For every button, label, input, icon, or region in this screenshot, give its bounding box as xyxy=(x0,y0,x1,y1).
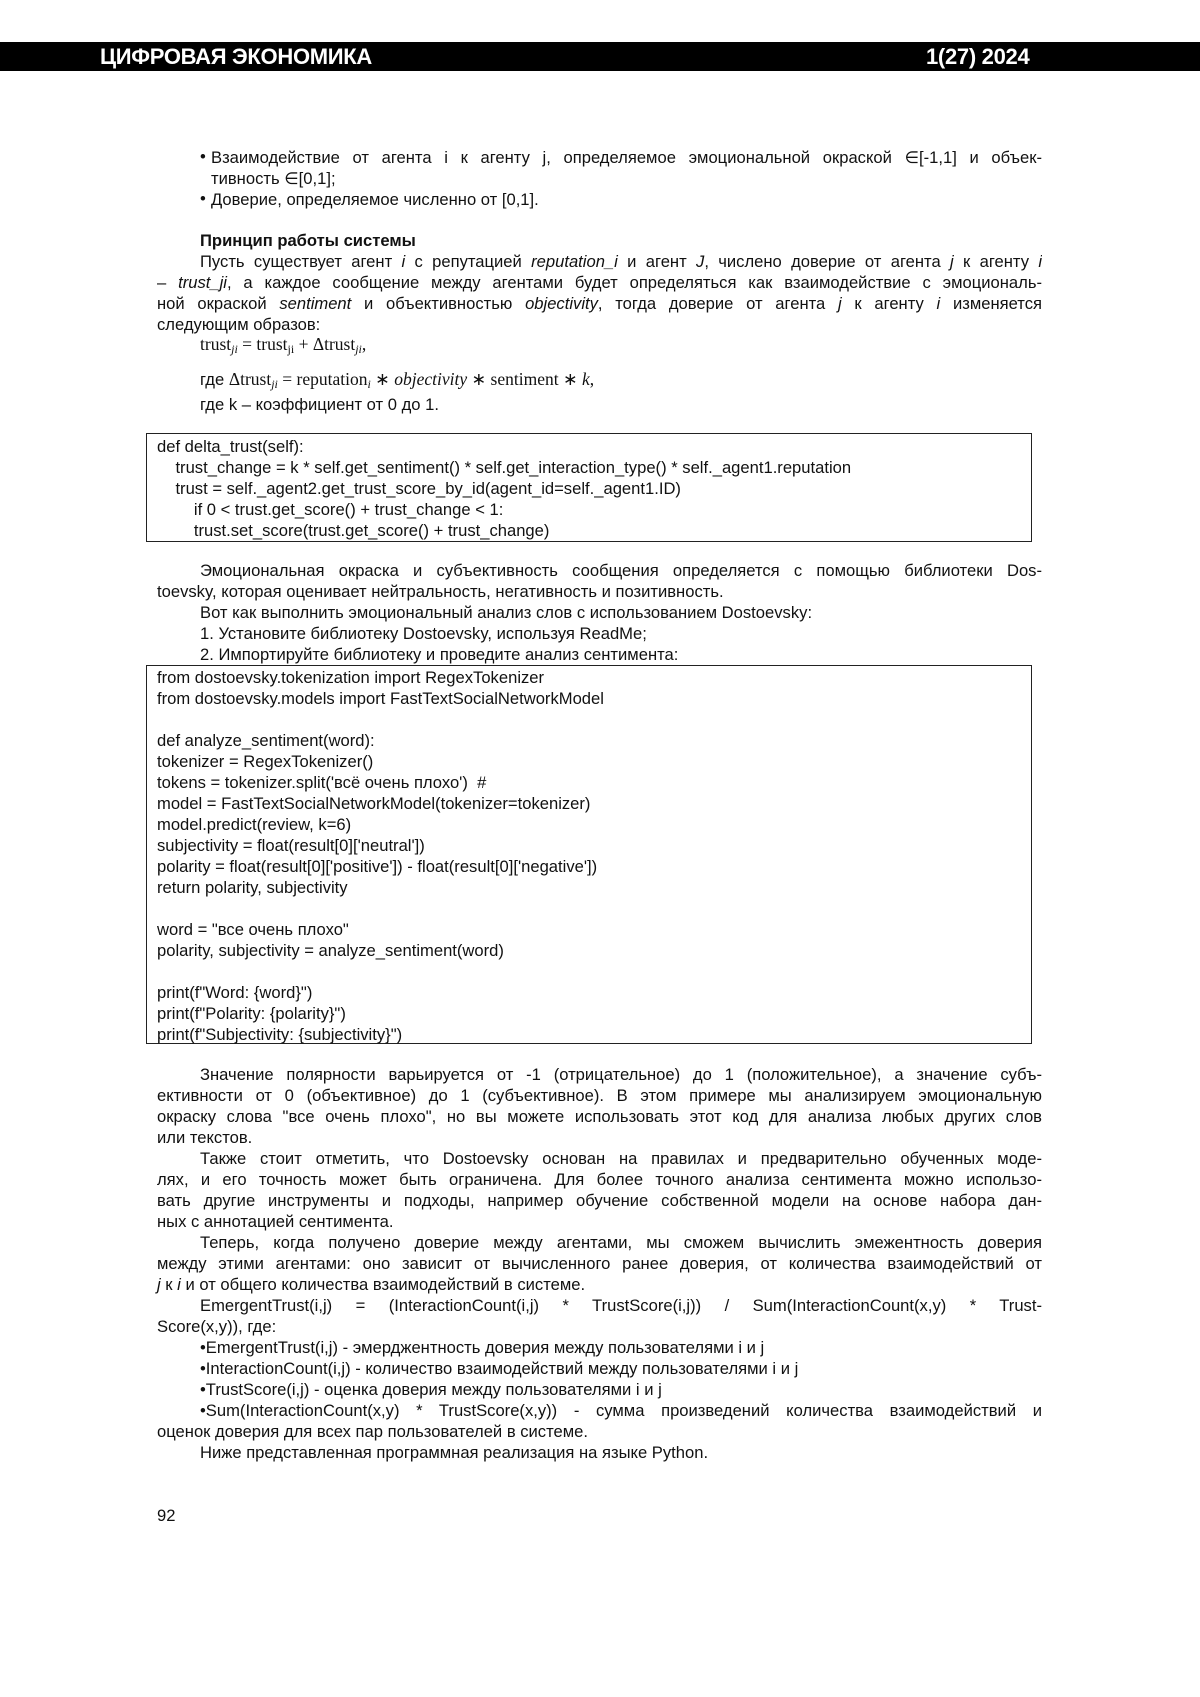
text-segment: Score(x,y)), где: xyxy=(157,1317,276,1336)
formula-sub: i xyxy=(367,377,370,391)
paragraph-block xyxy=(157,560,1042,665)
text-line xyxy=(157,1190,1042,1211)
formula-op: = xyxy=(278,369,297,389)
text-segment: оценок доверия для всех пар пользователей в системе. xyxy=(157,1422,588,1441)
paragraph xyxy=(157,394,1042,415)
text-line xyxy=(157,623,1042,644)
list-item xyxy=(157,147,1042,189)
italic-term: objectivity xyxy=(525,294,598,313)
text-line xyxy=(157,1211,1042,1232)
paragraph xyxy=(157,602,1042,623)
italic-term: j xyxy=(950,252,954,271)
code-line: subjectivity = float(result[0]['neutral']) xyxy=(147,835,1031,856)
text-segment: и от общего количества взаимодействий в системе. xyxy=(181,1275,585,1294)
italic-term: reputation_i xyxy=(531,252,618,271)
text-line: Доверие, определяемое численно от [0,1]. xyxy=(211,189,1042,210)
text-segment: Ниже представленная программная реализация на языке Python. xyxy=(200,1443,708,1462)
paragraph xyxy=(157,1442,1042,1463)
text-segment: , числено доверие от агента xyxy=(704,252,950,271)
formula-term: objectivity xyxy=(394,369,467,389)
formula-op: ∗ xyxy=(559,369,582,389)
paragraph xyxy=(157,644,1042,665)
paragraph xyxy=(157,1337,1042,1358)
text-segment: изменяется xyxy=(940,294,1042,313)
paragraph xyxy=(157,560,1042,602)
paragraph xyxy=(157,1064,1042,1148)
text-segment: Теперь, когда получено доверие между агентами, мы сможем вычислить эмежентность доверия xyxy=(200,1233,1042,1252)
text-segment: •EmergentTrust(i,j) - эмерджентность доверия между пользователями i и j xyxy=(200,1338,764,1357)
text-line xyxy=(157,1442,1042,1463)
text-segment: и агент xyxy=(618,252,696,271)
bullet-icon: • xyxy=(200,189,206,209)
text-segment: •TrustScore(i,j) - оценка доверия между пользователями i и j xyxy=(200,1380,662,1399)
text-segment: к агенту xyxy=(954,252,1039,271)
text-line xyxy=(157,1400,1042,1421)
italic-term: sentiment xyxy=(279,294,351,313)
code-line xyxy=(147,961,1031,982)
formula-op: = xyxy=(238,334,257,354)
italic-term: j xyxy=(157,1275,161,1294)
formula-term: trust xyxy=(200,334,231,354)
text-segment: между этими агентами: оно зависит от вычисленного ранее доверия, от количества взаимодействий от xyxy=(157,1254,1042,1273)
text-segment: 1. Установите библиотеку Dostoevsky, используя ReadMe; xyxy=(200,624,647,643)
formula-term: Δtrust xyxy=(313,334,355,354)
text-segment: следующим образов: xyxy=(157,315,320,334)
italic-term: J xyxy=(696,252,704,271)
section-heading: Принцип работы системы xyxy=(157,230,1085,251)
code-line: print(f"Word: {word}") xyxy=(147,982,1031,1003)
journal-header-bar xyxy=(0,42,1200,71)
text-line xyxy=(157,602,1042,623)
text-segment: – xyxy=(157,273,178,292)
formula-op: , xyxy=(362,334,366,354)
text-segment: где k – коэффициент от 0 до 1. xyxy=(200,395,439,414)
text-segment: ективности от 0 (объективное) до 1 (субъективное). В этом примере мы анализируем эмоциональную xyxy=(157,1086,1042,1105)
formula-op: ∗ xyxy=(371,369,394,389)
text-segment: •Sum(InteractionCount(x,y) * TrustScore(x,y)) - сумма произведений количества взаимодействий и xyxy=(200,1401,1042,1420)
text-segment: Значение полярности варьируется от -1 (отрицательное) до 1 (положительное), а значение субъ- xyxy=(200,1065,1042,1084)
text-segment: окраску слова "все очень плохо", но вы можете использовать этот код для анализа любых других слов xyxy=(157,1107,1042,1126)
italic-term: i xyxy=(402,252,406,271)
text-segment: •InteractionCount(i,j) - количество взаимодействий между пользователями i и j xyxy=(200,1359,798,1378)
text-line xyxy=(157,1358,1042,1379)
text-line xyxy=(157,394,1042,415)
formula-op: ∗ xyxy=(467,369,490,389)
text-segment: ных с аннотацией сентимента. xyxy=(157,1212,393,1231)
text-segment: Также стоит отметить, что Dostoevsky основан на правилах и предварительно обученных моде- xyxy=(200,1149,1042,1168)
paragraph xyxy=(157,251,1042,335)
formula-trust-update xyxy=(200,334,366,355)
text-line xyxy=(157,560,1042,581)
text-line xyxy=(157,1316,1042,1337)
formula-sub: ji xyxy=(355,342,362,356)
code-line: from dostoevsky.models import FastTextSocialNetworkModel xyxy=(147,688,1031,709)
text-line xyxy=(157,1085,1042,1106)
code-line: trust.set_score(trust.get_score() + trust_change) xyxy=(147,520,1031,541)
paragraph xyxy=(157,1148,1042,1232)
text-segment: вать другие инструменты и подходы, например обучение собственной модели на основе набора дан- xyxy=(157,1191,1042,1210)
code-line: word = "все очень плохо" xyxy=(147,919,1031,940)
paragraph-block xyxy=(157,251,1042,335)
text-line: тивность ∈[0,1]; xyxy=(211,168,1042,189)
list-item xyxy=(157,189,1042,210)
formula-delta-trust xyxy=(200,369,594,390)
text-segment: , тогда доверие от агента xyxy=(598,294,838,313)
page-number: 92 xyxy=(157,1505,175,1526)
code-line: trust_change = k * self.get_sentiment() * self.get_interaction_type() * self._agent1.reputation xyxy=(147,457,1031,478)
text-segment: к агенту xyxy=(842,294,937,313)
code-line: tokens = tokenizer.split('всё очень плохо') # xyxy=(147,772,1031,793)
italic-term: i xyxy=(937,294,941,313)
code-line: trust = self._agent2.get_trust_score_by_id(agent_id=self._agent1.ID) xyxy=(147,478,1031,499)
formula-op: + xyxy=(294,334,313,354)
text-segment: 2. Импортируйте библиотеку и проведите анализ сентимента: xyxy=(200,645,678,664)
paragraph xyxy=(157,1400,1042,1442)
code-line xyxy=(147,898,1031,919)
text-segment: Пусть существует агент xyxy=(200,252,402,271)
formula-term: sentiment xyxy=(491,369,559,389)
text-segment: Эмоциональная окраска и субъективность сообщения определяется с помощью библиотеки Dos- xyxy=(200,561,1042,580)
formula-term: Δtrust xyxy=(229,369,271,389)
code-block-analyze-sentiment xyxy=(146,665,1032,1044)
code-line: model.predict(review, k=6) xyxy=(147,814,1031,835)
text-line xyxy=(157,644,1042,665)
paragraph xyxy=(157,1232,1042,1295)
paragraph-block xyxy=(157,1064,1042,1463)
italic-term: i xyxy=(1038,252,1042,271)
text-line xyxy=(157,1295,1042,1316)
text-line xyxy=(157,1379,1042,1400)
text-line xyxy=(157,1064,1042,1085)
code-line: polarity = float(result[0]['positive']) - float(result[0]['negative']) xyxy=(147,856,1031,877)
text-line xyxy=(157,1232,1042,1253)
code-line: print(f"Polarity: {polarity}") xyxy=(147,1003,1031,1024)
text-segment: toevsky, которая оценивает нейтральность, негативность и позитивность. xyxy=(157,582,724,601)
text-line xyxy=(157,1337,1042,1358)
code-block-delta-trust xyxy=(146,433,1032,542)
code-line: def delta_trust(self): xyxy=(147,436,1031,457)
paragraph xyxy=(157,1379,1042,1400)
italic-term: j xyxy=(838,294,842,313)
text-line xyxy=(157,1148,1042,1169)
journal-issue: 1(27) 2024 xyxy=(926,44,1029,70)
code-line: return polarity, subjectivity xyxy=(147,877,1031,898)
code-line: if 0 < trust.get_score() + trust_change < 1: xyxy=(147,499,1031,520)
text-segment: к xyxy=(161,1275,177,1294)
formula-sub: ji xyxy=(231,342,238,356)
paragraph-block xyxy=(157,394,1042,415)
text-line xyxy=(157,1169,1042,1190)
formula-sub: ji xyxy=(271,377,278,391)
text-segment: и объективностью xyxy=(351,294,525,313)
paragraph xyxy=(157,1358,1042,1379)
formula-sub: ji xyxy=(288,342,295,356)
code-line: model = FastTextSocialNetworkModel(tokenizer=tokenizer) xyxy=(147,793,1031,814)
code-line xyxy=(147,709,1031,730)
text-line xyxy=(157,1127,1042,1148)
italic-term: trust_ji xyxy=(178,273,227,292)
text-segment: ной окраской xyxy=(157,294,279,313)
text-line xyxy=(157,314,1042,335)
italic-term: i xyxy=(177,1275,181,1294)
formula-term: k xyxy=(582,369,590,389)
code-line: def analyze_sentiment(word): xyxy=(147,730,1031,751)
text-segment: с репутацией xyxy=(405,252,531,271)
formula-term: reputation xyxy=(297,369,368,389)
text-line xyxy=(157,293,1042,314)
code-line: polarity, subjectivity = analyze_sentiment(word) xyxy=(147,940,1031,961)
text-segment: Вот как выполнить эмоциональный анализ слов с использованием Dostoevsky: xyxy=(200,603,812,622)
text-line xyxy=(157,1274,1042,1295)
paragraph xyxy=(157,623,1042,644)
code-line: from dostoevsky.tokenization import RegexTokenizer xyxy=(147,667,1031,688)
formula-term: trust xyxy=(256,334,287,354)
text-line xyxy=(157,1106,1042,1127)
text-line xyxy=(157,581,1042,602)
formula-prefix: где xyxy=(200,370,229,389)
text-segment: , а каждое сообщение между агентами будет определяться как взаимодействие с эмоциональ- xyxy=(227,273,1042,292)
text-line xyxy=(157,251,1042,272)
journal-title: ЦИФРОВАЯ ЭКОНОМИКА xyxy=(100,44,372,70)
text-segment: лях, и его точность может быть ограничена. Для более точного анализа сентимента можно использо- xyxy=(157,1170,1042,1189)
bullet-list xyxy=(157,147,1042,210)
text-segment: или текстов. xyxy=(157,1128,252,1147)
code-line: print(f"Subjectivity: {subjectivity}") xyxy=(147,1024,1031,1045)
bullet-icon: • xyxy=(200,147,206,167)
text-line xyxy=(157,1421,1042,1442)
text-segment: EmergentTrust(i,j) = (InteractionCount(i,j) * TrustScore(i,j)) / Sum(InteractionCount(x,y) * Trust- xyxy=(200,1296,1042,1315)
text-line xyxy=(157,272,1042,293)
text-line: Взаимодействие от агента i к агенту j, определяемое эмоциональной окраской ∈[-1,1] и объек- xyxy=(211,147,1042,168)
paragraph xyxy=(157,1295,1042,1337)
text-line xyxy=(157,1253,1042,1274)
code-line: tokenizer = RegexTokenizer() xyxy=(147,751,1031,772)
formula-op: , xyxy=(590,369,594,389)
